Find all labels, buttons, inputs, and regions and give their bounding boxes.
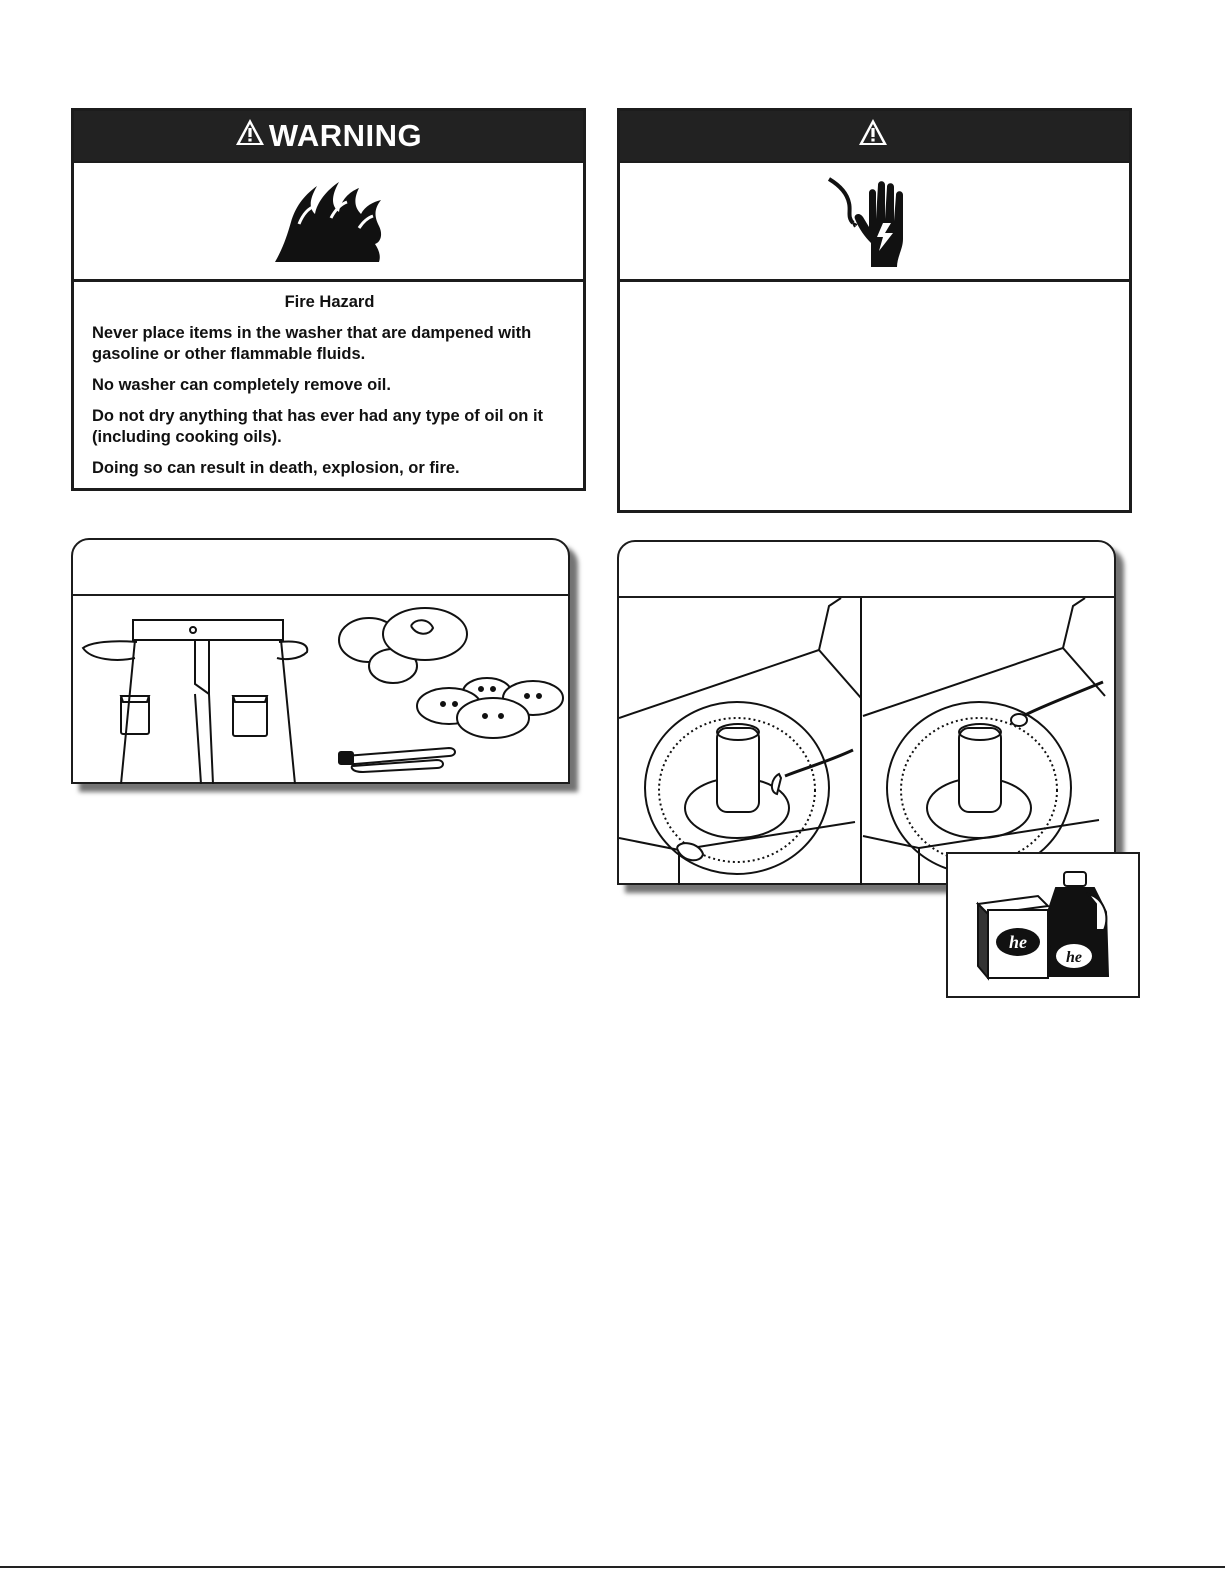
coins-icon	[339, 608, 467, 683]
add-detergent-panel	[617, 540, 1116, 885]
warning-body	[74, 282, 583, 479]
pants-empty-pockets-icon	[83, 620, 307, 784]
he-detergent-inset	[946, 852, 1140, 998]
empty-pockets-panel	[71, 538, 570, 784]
electric-shock-hand-icon	[825, 173, 925, 269]
he-detergent-box-icon	[978, 896, 1048, 978]
he-detergent-bottle-icon	[1048, 872, 1108, 976]
fire-hazard-warning	[71, 108, 586, 491]
fire-pictogram	[74, 161, 583, 282]
warning-header-text: WARNING	[268, 118, 423, 153]
washer-basket-dispenser-icon	[619, 598, 861, 885]
pocket-items-illustration	[73, 596, 568, 784]
warning-paragraph: No washer can completely remove oil.	[92, 376, 391, 394]
panel-header	[73, 540, 568, 596]
warning-paragraph: Do not dry anything that has ever had any type of oil on it (including cooking oils).	[92, 407, 544, 446]
warning-header	[620, 111, 1129, 161]
panel-header	[619, 542, 1114, 598]
warning-triangle-icon	[858, 118, 888, 154]
warning-header	[74, 111, 583, 161]
washer-illustration	[619, 598, 1114, 885]
box-he-label: he	[1009, 932, 1027, 952]
warning-paragraph: Doing so can result in death, explosion, or fire.	[92, 459, 460, 477]
safety-pins-icon	[339, 748, 455, 772]
hazard-title: Fire Hazard	[284, 293, 375, 311]
washer-basket-dispenser-icon	[863, 598, 1105, 885]
fire-icon	[269, 178, 389, 264]
page-bottom-rule	[0, 1566, 1225, 1568]
electric-shock-warning	[617, 108, 1132, 513]
warning-paragraph: Never place items in the washer that are dampened with gasoline or other flammable fluids.	[92, 324, 532, 363]
shock-pictogram	[620, 161, 1129, 282]
bottle-he-label: he	[1066, 949, 1082, 966]
warning-triangle-icon	[235, 118, 265, 154]
buttons-icon	[417, 678, 563, 738]
